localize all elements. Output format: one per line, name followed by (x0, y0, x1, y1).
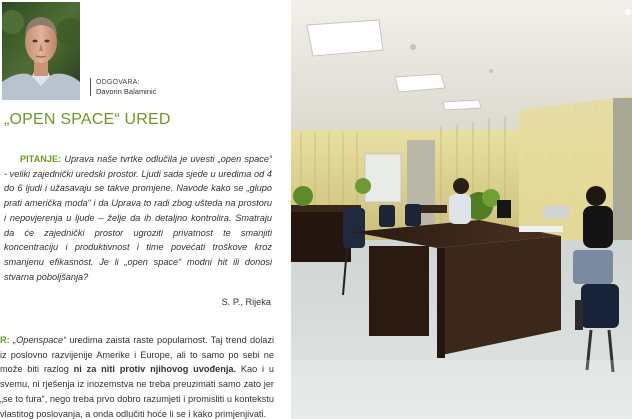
answer-text-bold: ni za niti protiv njihovog uvođenja. (68, 364, 237, 375)
office-photo (291, 0, 632, 419)
expert-portrait (2, 2, 80, 100)
answer-text-italic: „Openspace“ (9, 335, 67, 345)
question-text: Uprava naše tvrtke odlučila je uvesti „open space“ - veliki zajednički uredski prostor. Ljudi sada sjede u uredima od 4 do 6 ljudi i užasavaju se takve promjene. Navode kako se „glupo prati američka moda“ i da Uprava to radi zbog ušteda na prostoru i nepovjerenja u ljude – želje da ih detaljno kontrolira. Smatraju da će zajednički prostor ugroziti privatnost te smanjiti koncentraciju i produktivnost i time povećati troškove kroz smanjenu efikasnost. Je li „open space“ modni hit ili donosi stvarna poboljšanja? (4, 154, 272, 282)
expert-credit (90, 78, 156, 96)
question-label: PITANJE: (20, 154, 62, 164)
reader-signature: S. P., Rijeka (221, 297, 271, 307)
expert-label: ODGOVARA: (96, 79, 140, 86)
reader-question (4, 152, 272, 284)
expert-name: Davorin Balaminić (96, 87, 157, 96)
expert-answer (0, 333, 274, 419)
text-column (0, 0, 288, 419)
answer-text-continued: Kao i u svemu, ni rješenja iz inozemstva ne treba preuzimati samo zato jer „se to fura“, nego treba prvo dobro razumjeti i promisliti u kontekstu vlastitog poslovanja, a onda odlučiti hoće li se i kako primjenjivati. (0, 364, 274, 419)
answer-text: uredima zaista raste popularnost. Taj trend dolazi iz poslovno razvijenije Amerike i Europe, ali to samo po sebi ne može biti razlog (0, 335, 274, 375)
article-title: „OPEN SPACE“ URED (4, 111, 171, 128)
answer-label: R: (0, 335, 10, 345)
